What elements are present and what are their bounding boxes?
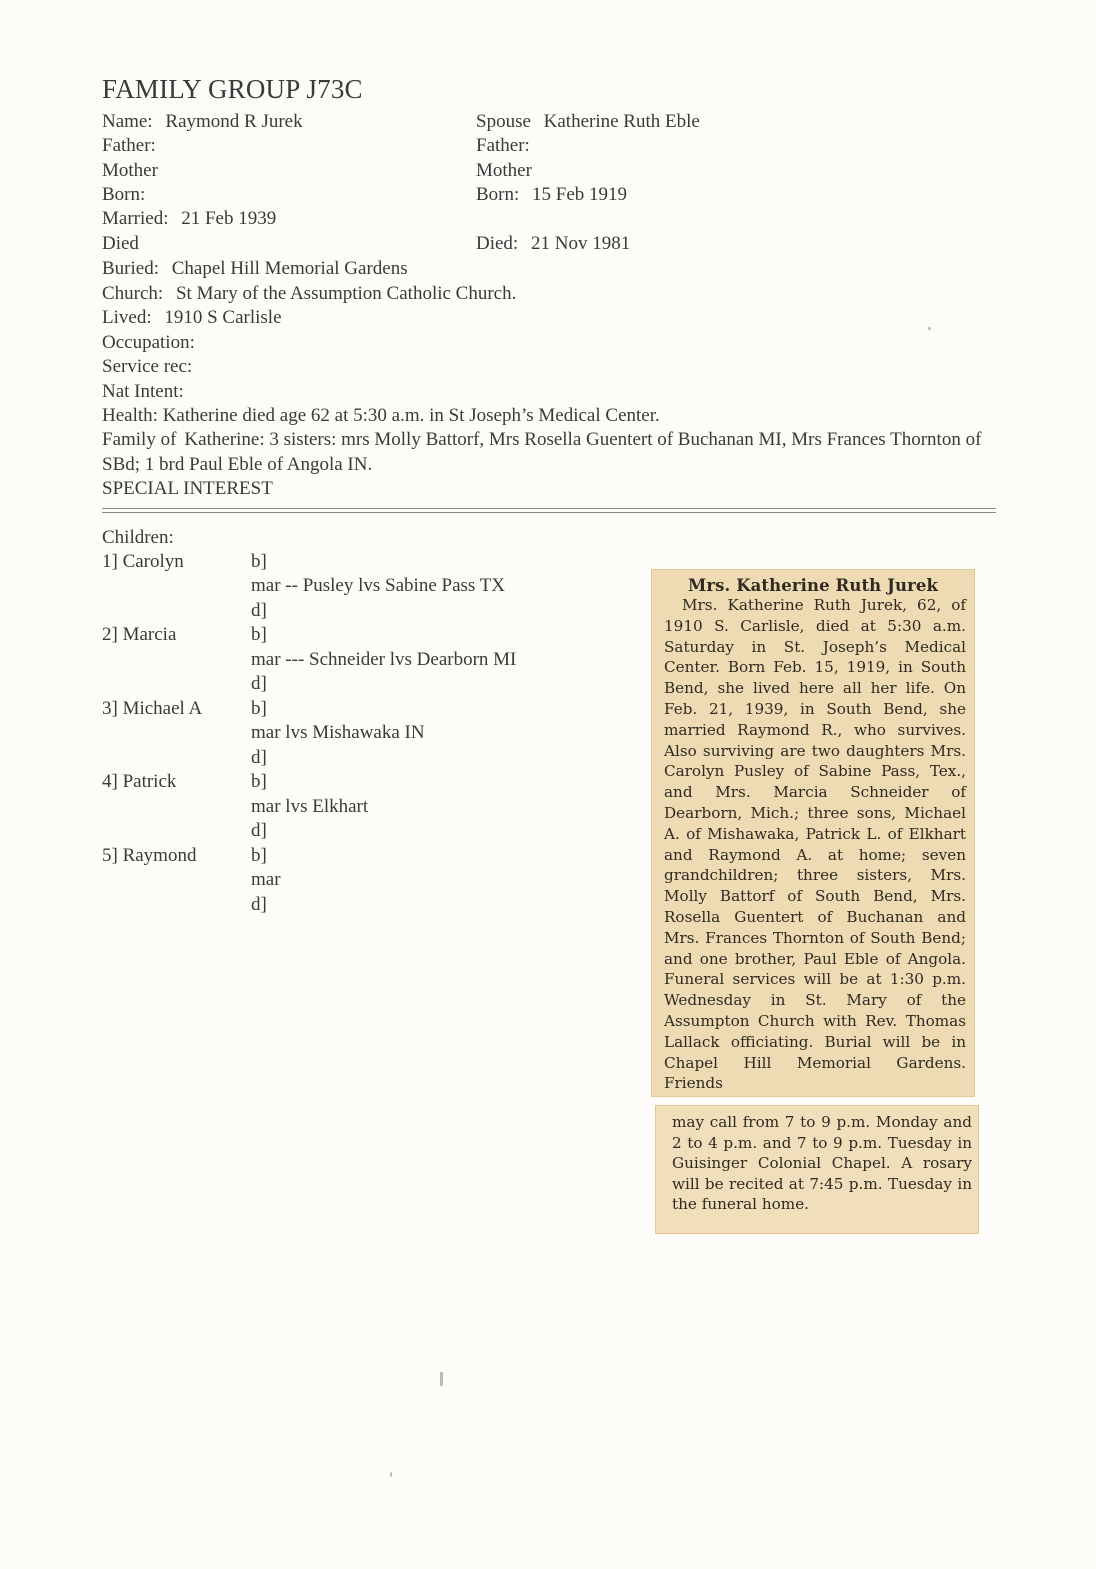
name-row	[102, 110, 303, 134]
child-died: d]	[251, 747, 267, 768]
scan-speck	[440, 1372, 443, 1386]
child-born: b]	[251, 698, 267, 719]
buried-label: Buried:	[102, 258, 159, 279]
occupation-label: Occupation:	[102, 332, 195, 353]
buried-value: Chapel Hill Memorial Gardens	[171, 258, 408, 279]
spouse-row	[476, 110, 700, 134]
child-died: d]	[251, 673, 267, 694]
obituary-continued-body: may call from 7 to 9 p.m. Monday and 2 to 4 p.m. and 7 to 9 p.m. Tuesday in Guisinger Colonial Chapel. A rosary will be recited at 7:45 p.m. Tuesday in the funeral home.	[672, 1113, 972, 1213]
obituary-clipping-continued	[656, 1106, 978, 1233]
church-label: Church:	[102, 283, 164, 304]
health-row	[102, 404, 660, 428]
nat-intent-label: Nat Intent:	[102, 381, 184, 402]
mother-label: Mother	[102, 160, 158, 181]
child-name: 5] Raymond	[102, 845, 197, 866]
health-label: Health:	[102, 405, 158, 426]
church-row	[102, 282, 516, 306]
health-value: Katherine died age 62 at 5:30 a.m. in St Joseph’s Medical Center.	[162, 405, 660, 426]
child-died: d]	[251, 820, 267, 841]
buried-row	[102, 257, 408, 281]
spouse-value: Katherine Ruth Eble	[543, 111, 700, 132]
child-name: 3] Michael A	[102, 698, 203, 719]
child-name: 4] Patrick	[102, 771, 177, 792]
double-divider	[102, 508, 996, 513]
page-title: FAMILY GROUP J73C	[102, 74, 363, 104]
special-interest-label: SPECIAL INTEREST	[102, 478, 273, 499]
child-name: 1] Carolyn	[102, 551, 184, 572]
spouse-born-value: 15 Feb 1919	[532, 184, 628, 205]
father-label: Father:	[102, 135, 156, 156]
spouse-mother-label: Mother	[476, 160, 532, 181]
scan-speck	[390, 1472, 392, 1477]
obituary-headline: Mrs. Katherine Ruth Jurek	[687, 576, 939, 595]
child-married: mar --- Schneider lvs Dearborn MI	[251, 649, 517, 670]
obituary-body: Mrs. Katherine Ruth Jurek, 62, of 1910 S. Carlisle, died at 5:30 a.m. Saturday in St. Joseph’s Medical Center. Born Feb. 15, 1919, in South Bend, she lived here all her life. On Feb. 21, 1939, in South Bend, she married Raymond R., who survives. Also surviving are two daughters Mrs. Carolyn Pusley of Sabine Pass, Tex., and Mrs. Marcia Schneider of Dearborn, Mich.; three sons, Michael A. of Mishawaka, Patrick L. of Elkhart and Raymond A. at home; seven grandchildren; three sisters, Mrs. Molly Battorf of South Bend, Mrs. Rosella Guentert of Buchanan and Mrs. Frances Thornton of South Bend; and one brother, Paul Eble of Angola. Funeral services will be at 1:30 p.m. Wednesday in St. Mary of the Assumpton Church with Rev. Thomas Lallack officiating. Burial will be in Chapel Hill Memorial Gardens. Friends	[664, 596, 966, 1093]
spouse-label: Spouse	[476, 111, 531, 132]
child-born: b]	[251, 624, 267, 645]
spouse-born-label: Born:	[476, 184, 520, 205]
name-value: Raymond R Jurek	[165, 111, 303, 132]
scan-speck	[928, 327, 931, 330]
spouse-died-value: 21 Nov 1981	[530, 233, 631, 254]
spouse-father-label: Father:	[476, 135, 530, 156]
obituary-clipping	[652, 570, 974, 1096]
child-born: b]	[251, 551, 267, 572]
child-name: 2] Marcia	[102, 624, 177, 645]
spouse-died-row	[476, 232, 630, 256]
child-married: mar	[251, 869, 281, 890]
married-row	[102, 207, 276, 231]
service-label: Service rec:	[102, 356, 193, 377]
spouse-died-label: Died:	[476, 233, 519, 254]
married-value: 21 Feb 1939	[181, 208, 277, 229]
spouse-born-row	[476, 183, 627, 207]
child-died: d]	[251, 600, 267, 621]
child-died: d]	[251, 894, 267, 915]
children-label: Children:	[102, 527, 174, 548]
child-born: b]	[251, 845, 267, 866]
died-label: Died	[102, 233, 139, 254]
family-of-label: Family of	[102, 429, 177, 450]
child-married: mar lvs Elkhart	[251, 796, 369, 817]
name-label: Name:	[102, 111, 153, 132]
child-born: b]	[251, 771, 267, 792]
married-label: Married:	[102, 208, 169, 229]
child-married: mar lvs Mishawaka IN	[251, 722, 425, 743]
child-married: mar -- Pusley lvs Sabine Pass TX	[251, 575, 506, 596]
church-value: St Mary of the Assumption Catholic Church.	[175, 283, 517, 304]
born-label: Born:	[102, 184, 146, 205]
family-of-row	[102, 428, 982, 477]
family-of-value: Katherine: 3 sisters: mrs Molly Battorf, Mrs Rosella Guentert of Buchanan MI, Mrs Frances Thornton of SBd; 1 brd Paul Eble of Angola IN.	[102, 429, 982, 475]
lived-value: 1910 S Carlisle	[164, 307, 282, 328]
lived-row	[102, 306, 282, 330]
lived-label: Lived:	[102, 307, 152, 328]
